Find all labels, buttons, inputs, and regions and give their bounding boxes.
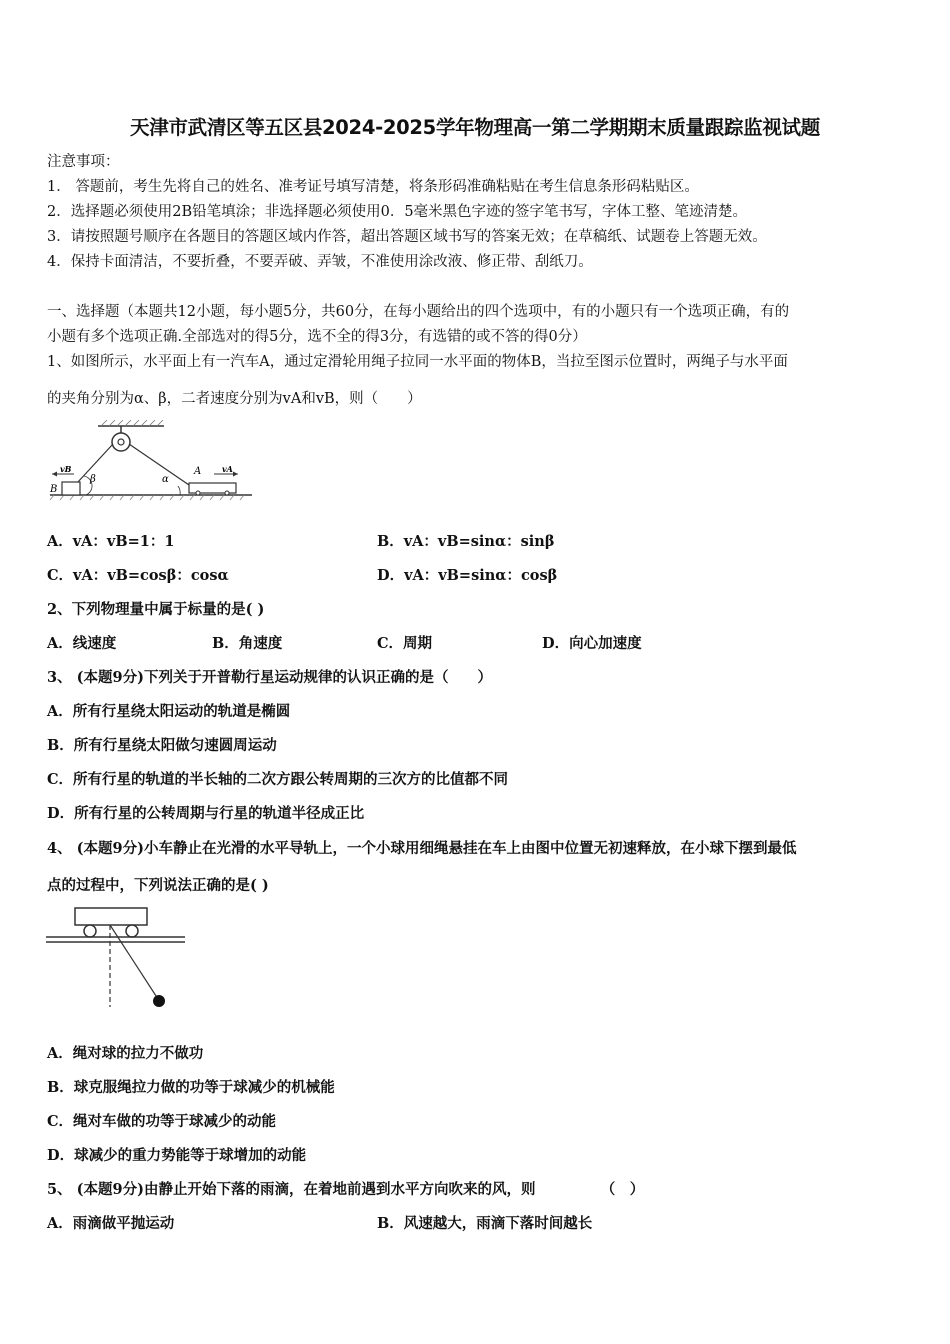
q1-option-d[interactable]: D．vA：vB=sinα：cosβ xyxy=(377,567,558,584)
q2-option-d[interactable]: D．向心加速度 xyxy=(542,635,642,652)
q3-option-a[interactable]: A．所有行星绕太阳运动的轨道是椭圆 xyxy=(47,703,291,720)
cart-body xyxy=(75,908,147,925)
q4-option-a[interactable]: A．绳对球的拉力不做功 xyxy=(47,1045,204,1062)
notice-item-1: 1． 答题前，考生先将自己的姓名、准考证号填写清楚，将条形码准确粘贴在考生信息条形码粘贴区。 xyxy=(47,179,699,195)
q4-option-b[interactable]: B．球克服绳拉力做的功等于球减少的机械能 xyxy=(47,1079,335,1096)
question-5-stem: 5、 (本题9分)由静止开始下落的雨滴，在着地前遇到水平方向吹来的风，则 （ ） xyxy=(47,1181,645,1198)
q5-option-b[interactable]: B．风速越大，雨滴下落时间越长 xyxy=(377,1215,593,1232)
notice-item-4: 4．保持卡面清洁，不要折叠，不要弄破、弄皱，不准使用涂改液、修正带、刮纸刀。 xyxy=(47,254,593,270)
section-1-instructions-line-1: 一、选择题（本题共12小题，每小题5分，共60分，在每小题给出的四个选项中，有的小题只有一个选项正确，有的 xyxy=(47,304,790,320)
question-3-stem: 3、 (本题9分)下列关于开普勒行星运动规律的认识正确的是（ ） xyxy=(47,669,492,686)
q1-option-b[interactable]: B．vA：vB=sinα：sinβ xyxy=(377,533,555,550)
page-title: 天津市武清区等五区县2024-2025学年物理高一第二学期期末质量跟踪监视试题 xyxy=(130,116,820,139)
q4-option-c[interactable]: C．绳对车做的功等于球减少的动能 xyxy=(47,1113,277,1130)
q4-option-d[interactable]: D．球减少的重力势能等于球增加的动能 xyxy=(47,1147,307,1164)
question-2-stem: 2、下列物理量中属于标量的是( ) xyxy=(47,601,265,618)
notice-heading: 注意事项： xyxy=(47,154,120,170)
q2-option-b[interactable]: B．角速度 xyxy=(212,635,283,652)
q3-option-b[interactable]: B．所有行星绕太阳做匀速圆周运动 xyxy=(47,737,277,754)
q2-option-c[interactable]: C．周期 xyxy=(377,635,433,652)
label-vb: vB xyxy=(60,464,72,474)
question-4-stem-line-2: 点的过程中，下列说法正确的是( ) xyxy=(47,877,269,894)
label-b: B xyxy=(50,484,58,495)
label-beta: β xyxy=(90,474,96,485)
cart-pendulum-figure xyxy=(44,905,194,1015)
q3-option-d[interactable]: D．所有行星的公转周期与行星的轨道半径成正比 xyxy=(47,805,365,822)
q5-option-a[interactable]: A．雨滴做平抛运动 xyxy=(47,1215,175,1232)
question-4-stem-line-1: 4、 (本题9分)小车静止在光滑的水平导轨上，一个小球用细绳悬挂在车上由图中位置无初速释放，在小球下摆到最低 xyxy=(47,840,797,857)
section-1-instructions-line-2: 小题有多个选项正确.全部选对的得5分，选不全的得3分，有选错的或不答的得0分） xyxy=(47,329,587,345)
q2-option-a[interactable]: A．线速度 xyxy=(47,635,117,652)
q3-option-c[interactable]: C．所有行星的轨道的半长轴的二次方跟公转周期的三次方的比值都不同 xyxy=(47,771,509,788)
label-alpha: α xyxy=(162,474,169,485)
question-1-stem-line-1: 1、如图所示，水平面上有一汽车A，通过定滑轮用绳子拉同一水平面的物体B，当拉至图示位置时，两绳子与水平面 xyxy=(47,354,788,370)
notice-item-2: 2．选择题必须使用2B铅笔填涂；非选择题必须使用0．5毫米黑色字迹的签字笔书写，字体工整、笔迹清楚。 xyxy=(47,204,748,220)
pendulum-ball xyxy=(153,995,165,1007)
label-va: vA xyxy=(222,464,233,474)
question-1-stem-line-2: 的夹角分别为α、β，二者速度分别为vA和vB，则（ ） xyxy=(47,391,422,407)
q1-option-c[interactable]: C．vA：vB=cosβ：cosα xyxy=(47,567,229,584)
pulley-figure xyxy=(46,420,256,505)
block-b xyxy=(62,482,80,495)
notice-item-3: 3．请按照题号顺序在各题目的答题区域内作答，超出答题区域书写的答案无效；在草稿纸、试题卷上答题无效。 xyxy=(47,229,767,245)
q1-option-a[interactable]: A．vA：vB=1：1 xyxy=(47,533,175,550)
label-a: A xyxy=(194,466,202,477)
